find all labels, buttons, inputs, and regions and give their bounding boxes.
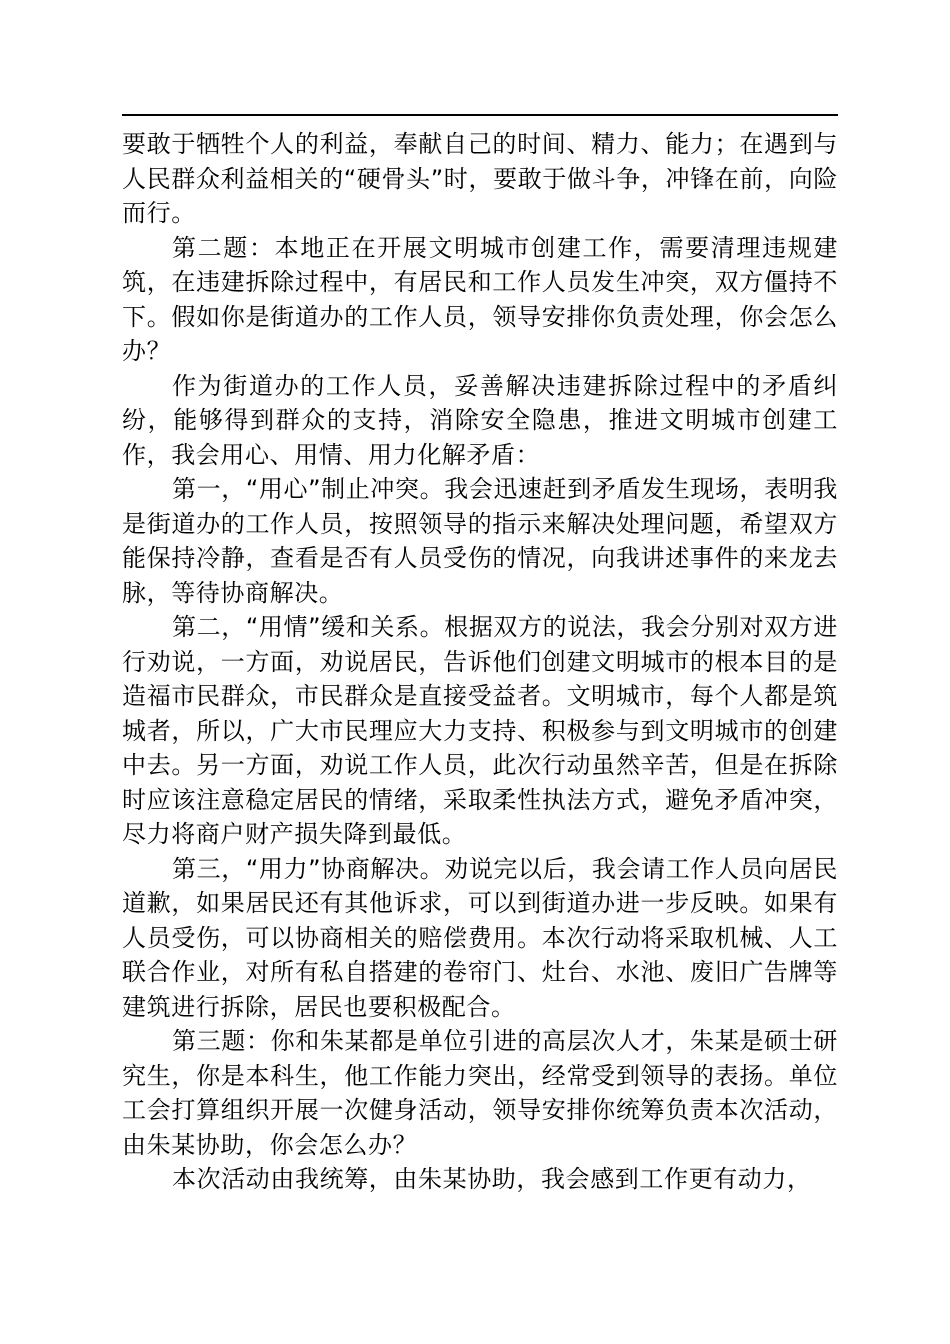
paragraph-answer-2-point-3: 第三，“用力”协商解决。劝说完以后，我会请工作人员向居民道歉，如果居民还有其他诉求，可以到街道办进一步反映。如果有人员受伤，可以协商相关的赔偿费用。本次行动将采取机械、人工联合作业，对所有私自搭建的卷帘门、灶台、水池、废旧广告牌等建筑进行拆除，居民也要积极配合。: [122, 854, 838, 1021]
document-body: [122, 127, 838, 1197]
paragraph-answer-3-intro: 本次活动由我统筹，由朱某协助，我会感到工作更有动力，: [172, 1165, 812, 1193]
paragraph-answer-2-point-1: 第一，“用心”制止冲突。我会迅速赶到矛盾发生现场，表明我是街道办的工作人员，按照领导的指示来解决处理问题，希望双方能保持冷静，查看是否有人员受伤的情况，向我讲述事件的来龙去脉，等待协商解决。: [122, 475, 838, 607]
paragraph-answer-2-point-2: 第二，“用情”缓和关系。根据双方的说法，我会分别对双方进行劝说，一方面，劝说居民，告诉他们创建文明城市的根本目的是造福市民群众，市民群众是直接受益者。文明城市，每个人都是筑城者，所以，广大市民理应大力支持、积极参与到文明城市的创建中去。另一方面，劝说工作人员，此次行动虽然辛苦，但是在拆除时应该注意稳定居民的情绪，采取柔性执法方式，避免矛盾冲突，尽力将商户财产损失降到最低。: [122, 613, 838, 848]
paragraph-answer-2-intro: 作为街道办的工作人员，妥善解决违建拆除过程中的矛盾纠纷，能够得到群众的支持，消除安全隐患，推进文明城市创建工作，我会用心、用情、用力化解矛盾：: [122, 371, 838, 469]
paragraph-question-3: 第三题：你和朱某都是单位引进的高层次人才，朱某是硕士研究生，你是本科生，他工作能力突出，经常受到领导的表扬。单位工会打算组织开展一次健身活动，领导安排你统筹负责本次活动，由朱某协助，你会怎么办？: [122, 1027, 838, 1159]
paragraph-continuation: 要敢于牺牲个人的利益，奉献自己的时间、精力、能力；在遇到与人民群众利益相关的“硬骨头”时，要敢于做斗争，冲锋在前，向险而行。: [122, 130, 838, 227]
header-rule: [122, 114, 838, 116]
paragraph-question-2: 第二题：本地正在开展文明城市创建工作，需要清理违规建筑，在违建拆除过程中，有居民和工作人员发生冲突，双方僵持不下。假如你是街道办的工作人员，领导安排你负责处理，你会怎么办？: [122, 233, 838, 365]
